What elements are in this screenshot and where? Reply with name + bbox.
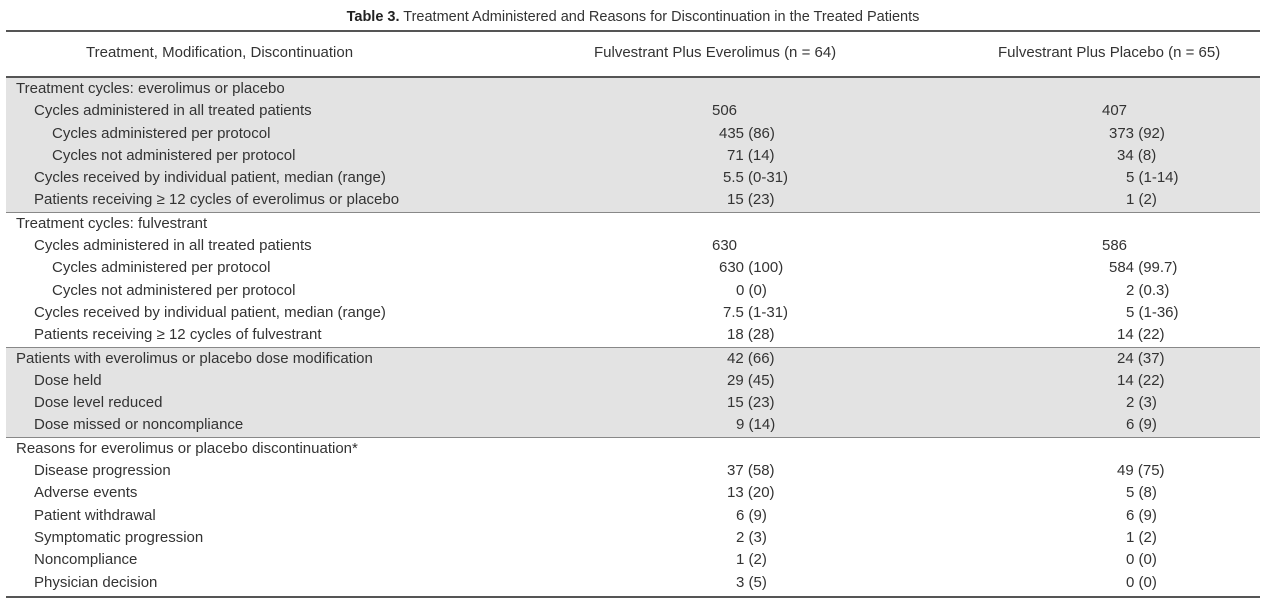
row-label: Cycles administered per protocol xyxy=(52,259,271,277)
row-label: Noncompliance xyxy=(34,551,138,569)
cell-placebo: 49 (75) xyxy=(1117,462,1165,480)
table-caption xyxy=(6,4,1260,30)
cell-placebo: 2 (0.3) xyxy=(1126,281,1170,299)
cell-everolimus: 9 (14) xyxy=(736,416,776,434)
row-label: Cycles not administered per protocol xyxy=(52,146,296,164)
header-placebo: Fulvestrant Plus Placebo (n = 65) xyxy=(998,44,1221,61)
row-label: Patients with everolimus or placebo dose modification xyxy=(16,349,373,367)
cell-placebo: 6 (9) xyxy=(1126,506,1157,524)
table-row xyxy=(6,324,1260,346)
cell-everolimus: 0 (0) xyxy=(736,281,767,299)
table-row xyxy=(6,78,1260,100)
row-label: Cycles received by individual patient, median (range) xyxy=(34,169,386,187)
row-label: Cycles administered in all treated patients xyxy=(34,102,312,120)
cell-placebo: 0 (0) xyxy=(1126,551,1157,569)
row-label: Dose missed or noncompliance xyxy=(34,416,244,434)
table-row xyxy=(6,437,1260,460)
table-row xyxy=(6,100,1260,122)
cell-everolimus: 13 (20) xyxy=(727,484,775,502)
cell-placebo: 2 (3) xyxy=(1126,394,1157,412)
table-row xyxy=(6,235,1260,257)
row-label: Reasons for everolimus or placebo discontinuation* xyxy=(16,439,358,457)
cell-placebo: 5 (8) xyxy=(1126,484,1157,502)
row-label: Cycles not administered per protocol xyxy=(52,281,296,299)
cell-placebo: 6 (9) xyxy=(1126,416,1157,434)
table-row xyxy=(6,460,1260,482)
row-label: Patients receiving ≥ 12 cycles of everolimus or placebo xyxy=(34,191,400,209)
cell-placebo: 14 (22) xyxy=(1117,371,1165,389)
row-label: Dose level reduced xyxy=(34,394,163,412)
cell-everolimus: 435 (86) xyxy=(719,124,775,142)
cell-everolimus: 29 (45) xyxy=(727,371,775,389)
table-caption-label: Table 3. xyxy=(346,9,400,25)
table-row xyxy=(6,257,1260,279)
cell-placebo: 0 (0) xyxy=(1126,573,1157,591)
cell-everolimus: 6 (9) xyxy=(736,506,767,524)
cell-placebo: 1 (2) xyxy=(1126,191,1157,209)
row-label: Cycles administered in all treated patients xyxy=(34,237,312,255)
row-label: Treatment cycles: fulvestrant xyxy=(16,214,208,232)
cell-everolimus: 2 (3) xyxy=(736,528,767,546)
row-label: Cycles received by individual patient, median (range) xyxy=(34,303,386,321)
table-header xyxy=(6,32,1260,78)
cell-everolimus: 42 (66) xyxy=(727,349,775,367)
cell-placebo: 407 xyxy=(1102,102,1128,120)
cell-everolimus: 37 (58) xyxy=(727,462,775,480)
table-row xyxy=(6,123,1260,145)
row-label: Cycles administered per protocol xyxy=(52,124,271,142)
table-body xyxy=(6,78,1260,594)
cell-placebo: 14 (22) xyxy=(1117,326,1165,344)
cell-everolimus: 15 (23) xyxy=(727,191,775,209)
row-label: Symptomatic progression xyxy=(34,528,204,546)
table-row xyxy=(6,347,1260,370)
table-row xyxy=(6,212,1260,235)
cell-placebo: 5 (1-36) xyxy=(1126,303,1179,321)
row-label: Patient withdrawal xyxy=(34,506,156,524)
table-row xyxy=(6,549,1260,571)
row-label: Dose held xyxy=(34,371,102,389)
cell-everolimus: 1 (2) xyxy=(736,551,767,569)
table-row xyxy=(6,414,1260,436)
cell-everolimus: 5.5 (0-31) xyxy=(723,169,789,187)
table-row xyxy=(6,189,1260,211)
cell-everolimus: 71 (14) xyxy=(727,146,775,164)
cell-placebo: 586 xyxy=(1102,237,1128,255)
table-row xyxy=(6,370,1260,392)
table-row xyxy=(6,167,1260,189)
row-label: Disease progression xyxy=(34,462,171,480)
table-row xyxy=(6,527,1260,549)
cell-everolimus: 18 (28) xyxy=(727,326,775,344)
cell-everolimus: 7.5 (1-31) xyxy=(723,303,789,321)
cell-placebo: 34 (8) xyxy=(1117,146,1157,164)
cell-everolimus: 630 xyxy=(712,237,738,255)
table-row xyxy=(6,302,1260,324)
table-row xyxy=(6,572,1260,594)
cell-placebo: 373 (92) xyxy=(1109,124,1165,142)
table-row xyxy=(6,280,1260,302)
table-row xyxy=(6,392,1260,414)
bottom-rule xyxy=(6,596,1260,598)
cell-placebo: 1 (2) xyxy=(1126,528,1157,546)
row-label: Adverse events xyxy=(34,484,138,502)
cell-placebo: 584 (99.7) xyxy=(1109,259,1178,277)
cell-everolimus: 630 (100) xyxy=(719,259,784,277)
cell-placebo: 5 (1-14) xyxy=(1126,169,1179,187)
table-row xyxy=(6,145,1260,167)
table-row xyxy=(6,482,1260,504)
cell-everolimus: 506 xyxy=(712,102,738,120)
header-treatment: Treatment, Modification, Discontinuation xyxy=(86,44,354,61)
header-everolimus: Fulvestrant Plus Everolimus (n = 64) xyxy=(594,44,837,61)
row-label: Patients receiving ≥ 12 cycles of fulvestrant xyxy=(34,326,322,344)
cell-everolimus: 15 (23) xyxy=(727,394,775,412)
row-label: Treatment cycles: everolimus or placebo xyxy=(16,80,285,97)
table-caption-text: Treatment Administered and Reasons for Discontinuation in the Treated Patients xyxy=(399,9,920,25)
table-container xyxy=(6,4,1260,602)
cell-everolimus: 3 (5) xyxy=(736,573,767,591)
row-label: Physician decision xyxy=(34,573,158,591)
cell-placebo: 24 (37) xyxy=(1117,349,1165,367)
table-row xyxy=(6,505,1260,527)
